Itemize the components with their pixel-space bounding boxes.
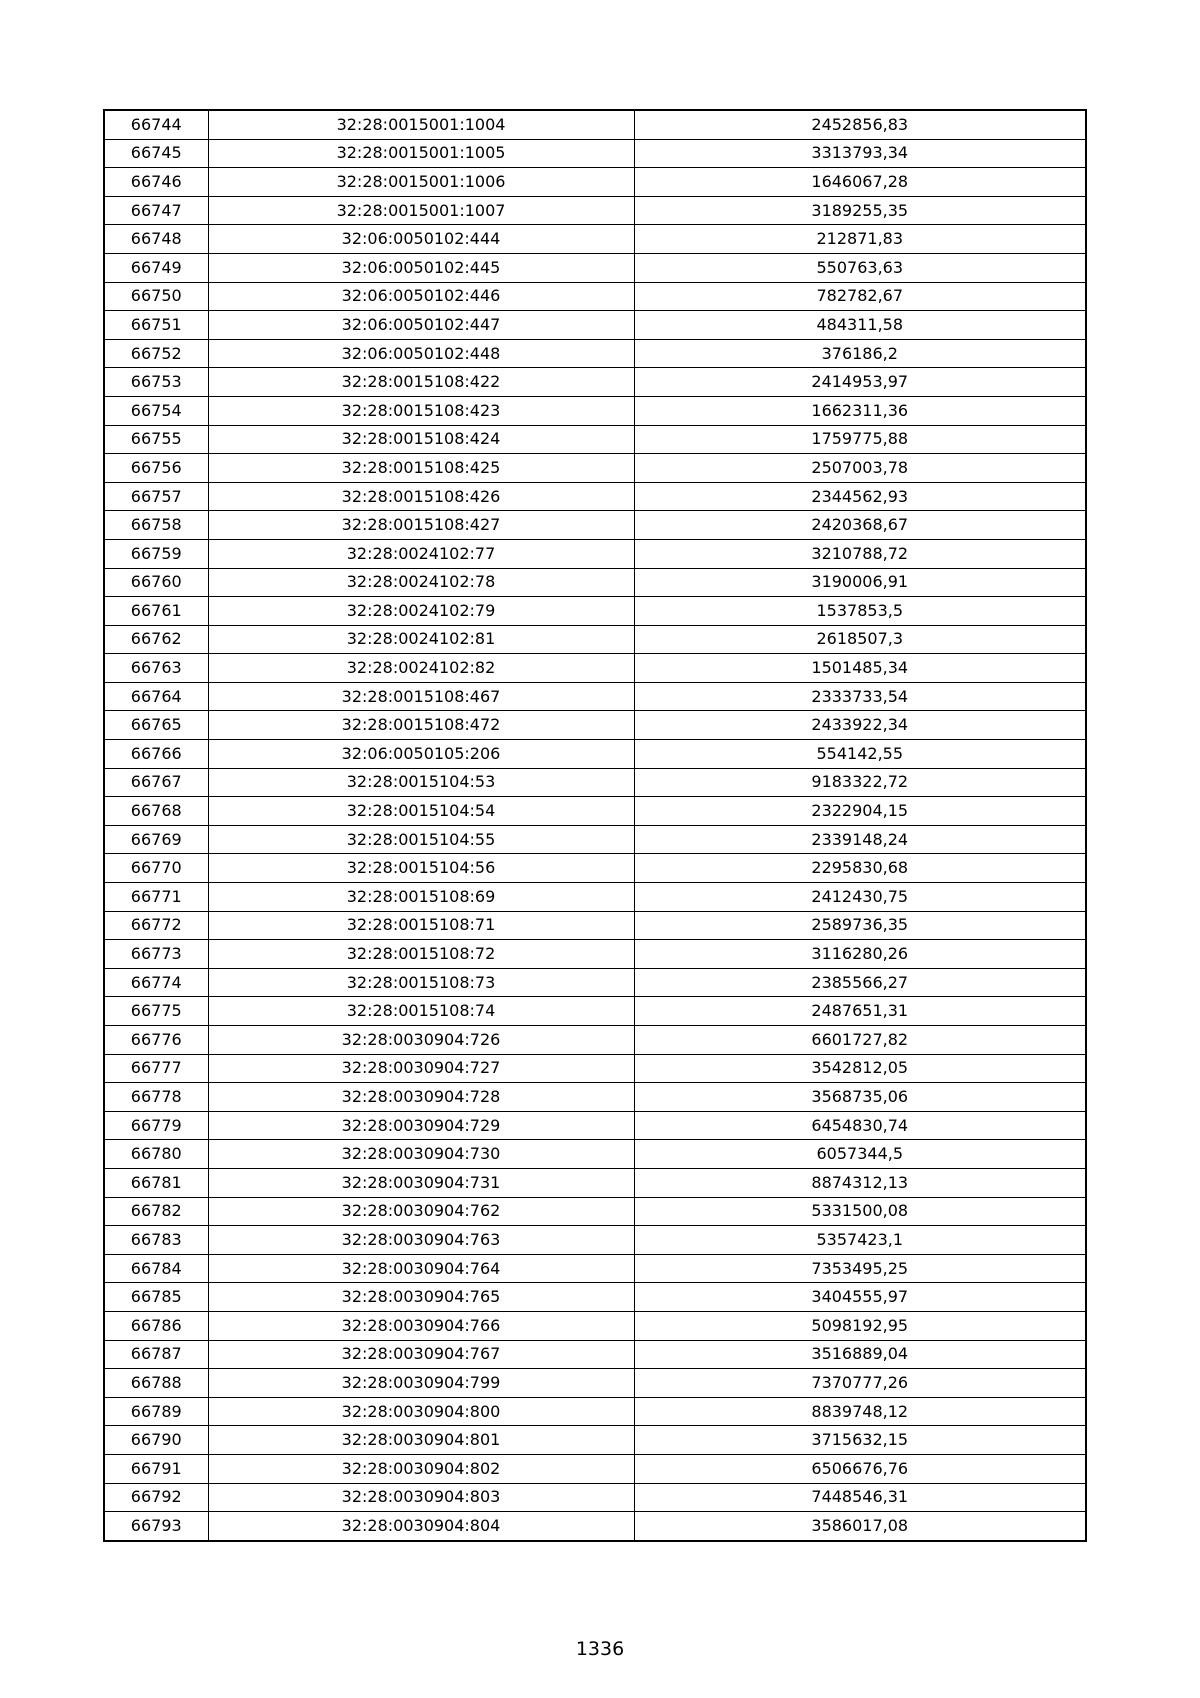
- row-number-cell: 66755: [104, 425, 208, 454]
- row-number-cell: 66782: [104, 1197, 208, 1226]
- cadastral-value-cell: 1646067,28: [634, 168, 1086, 197]
- table-row: [104, 654, 1086, 683]
- cadastral-number-cell: 32:28:0015108:69: [208, 883, 634, 912]
- table-row: [104, 597, 1086, 626]
- cadastral-number-cell: 32:28:0030904:727: [208, 1054, 634, 1083]
- row-number-cell: 66787: [104, 1340, 208, 1369]
- row-number-cell: 66770: [104, 854, 208, 883]
- table-row: [104, 568, 1086, 597]
- cadastral-number-cell: 32:28:0024102:78: [208, 568, 634, 597]
- row-number-cell: 66790: [104, 1426, 208, 1455]
- cadastral-number-cell: 32:28:0030904:765: [208, 1283, 634, 1312]
- cadastral-value-cell: 3210788,72: [634, 539, 1086, 568]
- table-row: [104, 1397, 1086, 1426]
- row-number-cell: 66762: [104, 625, 208, 654]
- table-row: [104, 1512, 1086, 1541]
- row-number-cell: 66756: [104, 454, 208, 483]
- table-row: [104, 911, 1086, 940]
- cadastral-number-cell: 32:28:0030904:731: [208, 1168, 634, 1197]
- row-number-cell: 66768: [104, 797, 208, 826]
- row-number-cell: 66759: [104, 539, 208, 568]
- cadastral-value-cell: 3313793,34: [634, 139, 1086, 168]
- row-number-cell: 66772: [104, 911, 208, 940]
- cadastral-value-cell: 2452856,83: [634, 110, 1086, 139]
- cadastral-number-cell: 32:06:0050105:206: [208, 740, 634, 769]
- cadastral-value-cell: 2433922,34: [634, 711, 1086, 740]
- row-number-cell: 66744: [104, 110, 208, 139]
- table-row: [104, 425, 1086, 454]
- table-row: [104, 854, 1086, 883]
- row-number-cell: 66767: [104, 768, 208, 797]
- table-row: [104, 997, 1086, 1026]
- table-row: [104, 825, 1086, 854]
- cadastral-number-cell: 32:28:0015001:1004: [208, 110, 634, 139]
- cadastral-value-cell: 7353495,25: [634, 1254, 1086, 1283]
- row-number-cell: 66771: [104, 883, 208, 912]
- table-row: [104, 110, 1086, 139]
- row-number-cell: 66751: [104, 311, 208, 340]
- table-row: [104, 968, 1086, 997]
- cadastral-number-cell: 32:06:0050102:447: [208, 311, 634, 340]
- cadastral-value-cell: 1501485,34: [634, 654, 1086, 683]
- cadastral-value-cell: 554142,55: [634, 740, 1086, 769]
- table-row: [104, 740, 1086, 769]
- row-number-cell: 66792: [104, 1483, 208, 1512]
- cadastral-number-cell: 32:28:0030904:762: [208, 1197, 634, 1226]
- cadastral-value-cell: 484311,58: [634, 311, 1086, 340]
- row-number-cell: 66748: [104, 225, 208, 254]
- table-row: [104, 768, 1086, 797]
- table-row: [104, 196, 1086, 225]
- row-number-cell: 66779: [104, 1111, 208, 1140]
- cadastral-number-cell: 32:28:0015001:1006: [208, 168, 634, 197]
- cadastral-number-cell: 32:28:0024102:77: [208, 539, 634, 568]
- cadastral-number-cell: 32:28:0015108:422: [208, 368, 634, 397]
- cadastral-number-cell: 32:28:0030904:764: [208, 1254, 634, 1283]
- cadastral-number-cell: 32:28:0015104:54: [208, 797, 634, 826]
- cadastral-value-cell: 8874312,13: [634, 1168, 1086, 1197]
- cadastral-value-cell: 3516889,04: [634, 1340, 1086, 1369]
- cadastral-value-cell: 2322904,15: [634, 797, 1086, 826]
- row-number-cell: 66788: [104, 1369, 208, 1398]
- cadastral-number-cell: 32:28:0030904:804: [208, 1512, 634, 1541]
- table-row: [104, 1226, 1086, 1255]
- cadastral-value-cell: 9183322,72: [634, 768, 1086, 797]
- row-number-cell: 66783: [104, 1226, 208, 1255]
- cadastral-number-cell: 32:28:0030904:767: [208, 1340, 634, 1369]
- row-number-cell: 66764: [104, 682, 208, 711]
- table-row: [104, 1026, 1086, 1055]
- table-row: [104, 1140, 1086, 1169]
- row-number-cell: 66765: [104, 711, 208, 740]
- table-row: [104, 168, 1086, 197]
- cadastral-value-cell: 212871,83: [634, 225, 1086, 254]
- table-row: [104, 625, 1086, 654]
- cadastral-number-cell: 32:28:0030904:763: [208, 1226, 634, 1255]
- row-number-cell: 66793: [104, 1512, 208, 1541]
- cadastral-number-cell: 32:28:0015108:71: [208, 911, 634, 940]
- cadastral-value-cell: 550763,63: [634, 253, 1086, 282]
- cadastral-value-cell: 8839748,12: [634, 1397, 1086, 1426]
- row-number-cell: 66746: [104, 168, 208, 197]
- cadastral-value-cell: 6454830,74: [634, 1111, 1086, 1140]
- cadastral-number-cell: 32:28:0015104:56: [208, 854, 634, 883]
- cadastral-number-cell: 32:28:0030904:799: [208, 1369, 634, 1398]
- cadastral-value-cell: 2333733,54: [634, 682, 1086, 711]
- page-number: 1336: [575, 1638, 625, 1660]
- table-row: [104, 253, 1086, 282]
- row-number-cell: 66789: [104, 1397, 208, 1426]
- cadastral-number-cell: 32:28:0024102:79: [208, 597, 634, 626]
- table-row: [104, 539, 1086, 568]
- cadastral-value-cell: 6506676,76: [634, 1454, 1086, 1483]
- table-row: [104, 797, 1086, 826]
- table-row: [104, 396, 1086, 425]
- table-row: [104, 339, 1086, 368]
- cadastral-value-cell: 3542812,05: [634, 1054, 1086, 1083]
- row-number-cell: 66745: [104, 139, 208, 168]
- cadastral-number-cell: 32:06:0050102:446: [208, 282, 634, 311]
- cadastral-number-cell: 32:28:0015108:427: [208, 511, 634, 540]
- cadastral-value-cell: 3116280,26: [634, 940, 1086, 969]
- row-number-cell: 66784: [104, 1254, 208, 1283]
- cadastral-number-cell: 32:28:0015104:55: [208, 825, 634, 854]
- table-row: [104, 1340, 1086, 1369]
- row-number-cell: 66766: [104, 740, 208, 769]
- table-row: [104, 311, 1086, 340]
- cadastral-value-cell: 3586017,08: [634, 1512, 1086, 1541]
- cadastral-value-cell: 7448546,31: [634, 1483, 1086, 1512]
- row-number-cell: 66780: [104, 1140, 208, 1169]
- cadastral-number-cell: 32:28:0030904:801: [208, 1426, 634, 1455]
- row-number-cell: 66747: [104, 196, 208, 225]
- row-number-cell: 66773: [104, 940, 208, 969]
- cadastral-value-cell: 3189255,35: [634, 196, 1086, 225]
- row-number-cell: 66778: [104, 1083, 208, 1112]
- cadastral-number-cell: 32:28:0024102:82: [208, 654, 634, 683]
- cadastral-number-cell: 32:28:0015108:425: [208, 454, 634, 483]
- cadastral-value-cell: 6601727,82: [634, 1026, 1086, 1055]
- row-number-cell: 66760: [104, 568, 208, 597]
- cadastral-value-cell: 2589736,35: [634, 911, 1086, 940]
- table-row: [104, 139, 1086, 168]
- row-number-cell: 66776: [104, 1026, 208, 1055]
- cadastral-number-cell: 32:28:0030904:730: [208, 1140, 634, 1169]
- cadastral-value-cell: 2385566,27: [634, 968, 1086, 997]
- table-row: [104, 883, 1086, 912]
- cadastral-value-cell: 1662311,36: [634, 396, 1086, 425]
- cadastral-number-cell: 32:28:0015108:423: [208, 396, 634, 425]
- row-number-cell: 66754: [104, 396, 208, 425]
- table-row: [104, 368, 1086, 397]
- cadastral-value-cell: 5098192,95: [634, 1311, 1086, 1340]
- cadastral-number-cell: 32:28:0015108:72: [208, 940, 634, 969]
- row-number-cell: 66775: [104, 997, 208, 1026]
- cadastral-number-cell: 32:28:0030904:800: [208, 1397, 634, 1426]
- cadastral-value-cell: 2618507,3: [634, 625, 1086, 654]
- cadastral-value-cell: 2420368,67: [634, 511, 1086, 540]
- cadastral-number-cell: 32:28:0015104:53: [208, 768, 634, 797]
- table-row: [104, 1197, 1086, 1226]
- cadastral-value-cell: 2339148,24: [634, 825, 1086, 854]
- row-number-cell: 66757: [104, 482, 208, 511]
- cadastral-number-cell: 32:28:0015108:472: [208, 711, 634, 740]
- cadastral-number-cell: 32:28:0015001:1005: [208, 139, 634, 168]
- table-row: [104, 1426, 1086, 1455]
- table-row: [104, 1254, 1086, 1283]
- cadastral-value-cell: 6057344,5: [634, 1140, 1086, 1169]
- cadastral-number-cell: 32:28:0030904:803: [208, 1483, 634, 1512]
- cadastral-value-cell: 1537853,5: [634, 597, 1086, 626]
- table-row: [104, 1454, 1086, 1483]
- row-number-cell: 66774: [104, 968, 208, 997]
- cadastral-number-cell: 32:28:0030904:802: [208, 1454, 634, 1483]
- table-row: [104, 1311, 1086, 1340]
- cadastral-number-cell: 32:28:0030904:728: [208, 1083, 634, 1112]
- cadastral-number-cell: 32:06:0050102:445: [208, 253, 634, 282]
- cadastral-value-cell: 7370777,26: [634, 1369, 1086, 1398]
- cadastral-number-cell: 32:28:0030904:729: [208, 1111, 634, 1140]
- table-row: [104, 482, 1086, 511]
- cadastral-value-cell: 2344562,93: [634, 482, 1086, 511]
- cadastral-value-cell: 5331500,08: [634, 1197, 1086, 1226]
- cadastral-value-cell: 3715632,15: [634, 1426, 1086, 1455]
- table-row: [104, 454, 1086, 483]
- table-row: [104, 1054, 1086, 1083]
- table-row: [104, 1111, 1086, 1140]
- cadastral-value-cell: 5357423,1: [634, 1226, 1086, 1255]
- cadastral-value-cell: 1759775,88: [634, 425, 1086, 454]
- row-number-cell: 66785: [104, 1283, 208, 1312]
- row-number-cell: 66777: [104, 1054, 208, 1083]
- cadastral-number-cell: 32:28:0015108:424: [208, 425, 634, 454]
- table-row: [104, 1283, 1086, 1312]
- cadastral-value-cell: 2487651,31: [634, 997, 1086, 1026]
- row-number-cell: 66791: [104, 1454, 208, 1483]
- row-number-cell: 66758: [104, 511, 208, 540]
- row-number-cell: 66763: [104, 654, 208, 683]
- table-row: [104, 511, 1086, 540]
- table-row: [104, 940, 1086, 969]
- cadastral-number-cell: 32:06:0050102:444: [208, 225, 634, 254]
- cadastral-value-cell: 3568735,06: [634, 1083, 1086, 1112]
- cadastral-number-cell: 32:28:0015108:73: [208, 968, 634, 997]
- table-row: [104, 1083, 1086, 1112]
- table-row: [104, 225, 1086, 254]
- cadastral-number-cell: 32:28:0024102:81: [208, 625, 634, 654]
- cadastral-number-cell: 32:28:0015108:74: [208, 997, 634, 1026]
- row-number-cell: 66753: [104, 368, 208, 397]
- cadastral-value-cell: 2507003,78: [634, 454, 1086, 483]
- cadastral-number-cell: 32:06:0050102:448: [208, 339, 634, 368]
- cadastral-number-cell: 32:28:0015108:467: [208, 682, 634, 711]
- cadastral-number-cell: 32:28:0015001:1007: [208, 196, 634, 225]
- cadastral-value-cell: 3404555,97: [634, 1283, 1086, 1312]
- cadastral-value-cell: 2412430,75: [634, 883, 1086, 912]
- table-body: [104, 110, 1086, 1541]
- cadastral-number-cell: 32:28:0030904:726: [208, 1026, 634, 1055]
- table-row: [104, 282, 1086, 311]
- cadastral-number-cell: 32:28:0030904:766: [208, 1311, 634, 1340]
- table-row: [104, 1483, 1086, 1512]
- row-number-cell: 66761: [104, 597, 208, 626]
- row-number-cell: 66781: [104, 1168, 208, 1197]
- cadastral-value-cell: 3190006,91: [634, 568, 1086, 597]
- row-number-cell: 66786: [104, 1311, 208, 1340]
- table-row: [104, 1168, 1086, 1197]
- row-number-cell: 66752: [104, 339, 208, 368]
- cadastral-value-cell: 2295830,68: [634, 854, 1086, 883]
- cadastral-number-cell: 32:28:0015108:426: [208, 482, 634, 511]
- cadastral-value-cell: 2414953,97: [634, 368, 1086, 397]
- row-number-cell: 66749: [104, 253, 208, 282]
- row-number-cell: 66769: [104, 825, 208, 854]
- row-number-cell: 66750: [104, 282, 208, 311]
- cadastral-value-cell: 376186,2: [634, 339, 1086, 368]
- cadastral-value-cell: 782782,67: [634, 282, 1086, 311]
- cadastral-value-table: [103, 109, 1087, 1542]
- table-row: [104, 711, 1086, 740]
- table-row: [104, 1369, 1086, 1398]
- table-row: [104, 682, 1086, 711]
